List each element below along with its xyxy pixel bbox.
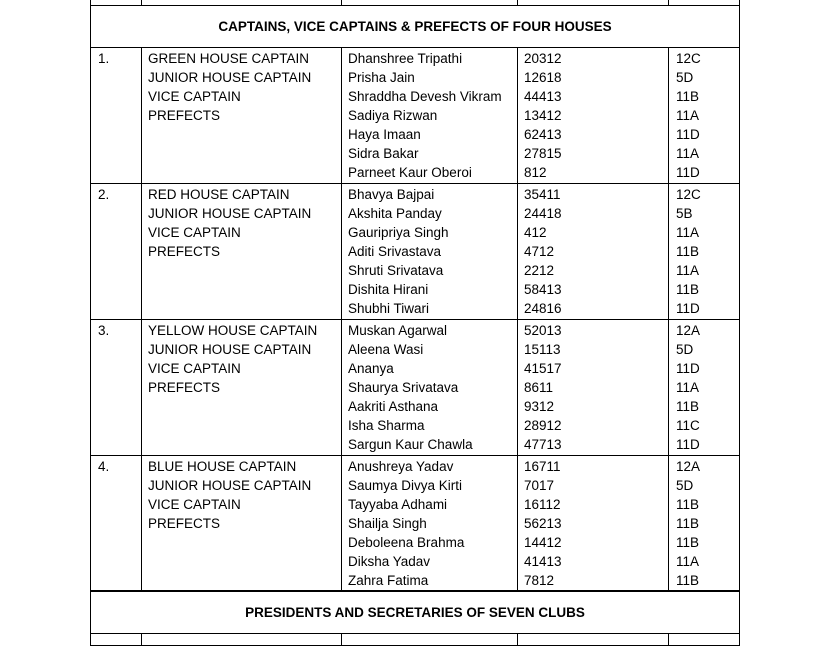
role-label: PREFECTS (148, 516, 221, 531)
class-section: 12C (676, 187, 701, 202)
house-roles-cell (142, 456, 342, 592)
class-section: 11D (676, 301, 700, 316)
admission-number: 41413 (524, 554, 562, 569)
role-label: JUNIOR HOUSE CAPTAIN (148, 478, 312, 493)
role-label: BLUE HOUSE CAPTAIN (148, 459, 297, 474)
admission-number: 20312 (524, 51, 562, 66)
class-section: 11A (676, 108, 700, 123)
student-name: Muskan Agarwal (348, 323, 448, 338)
admission-number: 47713 (524, 437, 562, 452)
role-label: VICE CAPTAIN (148, 225, 241, 240)
class-section: 5D (676, 342, 694, 357)
admission-number: 13412 (524, 108, 562, 123)
admission-number: 412 (524, 225, 547, 240)
house-number: 3. (98, 323, 110, 338)
student-name: Deboleena Brahma (348, 535, 465, 550)
house-names-cell (342, 320, 518, 456)
class-section: 11A (676, 225, 700, 240)
class-section: 11D (676, 127, 700, 142)
class-section: 12A (676, 323, 701, 338)
house-names-cell (342, 184, 518, 320)
admission-number: 35411 (524, 187, 561, 202)
role-label: JUNIOR HOUSE CAPTAIN (148, 342, 312, 357)
admission-number: 24816 (524, 301, 562, 316)
role-label: PREFECTS (148, 380, 221, 395)
class-section: 11B (676, 497, 700, 512)
class-section: 11B (676, 573, 700, 588)
admission-number: 14412 (524, 535, 562, 550)
admission-number: 7812 (524, 573, 555, 588)
house-roles-cell (142, 48, 342, 184)
class-section: 11B (676, 516, 700, 531)
section2-header-row (91, 591, 740, 634)
house-number: 2. (98, 187, 110, 202)
student-name: Isha Sharma (348, 418, 425, 433)
student-name: Dhanshree Tripathi (348, 51, 463, 66)
role-label: PREFECTS (148, 244, 221, 259)
role-label: VICE CAPTAIN (148, 497, 241, 512)
student-name: Zahra Fatima (348, 573, 429, 588)
house-ids-cell (518, 456, 669, 592)
student-name: Aakriti Asthana (348, 399, 439, 414)
admission-number: 7017 (524, 478, 555, 493)
house-number-cell (91, 48, 142, 184)
admission-number: 4712 (524, 244, 555, 259)
class-section: 11D (676, 165, 700, 180)
student-name: Shruti Srivatava (348, 263, 444, 278)
house-number-cell (91, 456, 142, 592)
admission-number: 27815 (524, 146, 562, 161)
admission-number: 2212 (524, 263, 555, 278)
student-name: Diksha Yadav (348, 554, 431, 569)
role-label: JUNIOR HOUSE CAPTAIN (148, 70, 312, 85)
class-section: 5D (676, 478, 694, 493)
student-name: Akshita Panday (348, 206, 442, 221)
class-section: 11A (676, 263, 700, 278)
house-ids-cell (518, 320, 669, 456)
student-name: Dishita Hirani (348, 282, 429, 297)
student-name: Shaurya Srivatava (348, 380, 459, 395)
class-section: 12C (676, 51, 701, 66)
class-section: 11B (676, 282, 700, 297)
role-label: GREEN HOUSE CAPTAIN (148, 51, 310, 66)
house-number: 1. (98, 51, 110, 66)
admission-number: 62413 (524, 127, 562, 142)
class-section: 11A (676, 146, 700, 161)
student-name: Haya Imaan (348, 127, 421, 142)
house-roles-cell (142, 320, 342, 456)
house-classes-cell (669, 184, 740, 320)
house-number-cell (91, 184, 142, 320)
class-section: 11B (676, 535, 700, 550)
admission-number: 41517 (524, 361, 562, 376)
admission-number: 16112 (524, 497, 561, 512)
admission-number: 12618 (524, 70, 562, 85)
class-section: 11D (676, 437, 700, 452)
admission-number: 8611 (524, 380, 554, 395)
house-classes-cell (669, 48, 740, 184)
admission-number: 812 (524, 165, 547, 180)
section-title: CAPTAINS, VICE CAPTAINS & PREFECTS OF FOUR HOUSES (91, 6, 740, 48)
house-classes-cell (669, 320, 740, 456)
role-label: RED HOUSE CAPTAIN (148, 187, 290, 202)
student-name: Shraddha Devesh Vikram (348, 89, 502, 104)
class-section: 11A (676, 554, 700, 569)
section2-title: PRESIDENTS AND SECRETARIES OF SEVEN CLUBS (91, 591, 740, 634)
student-name: Parneet Kaur Oberoi (348, 165, 472, 180)
class-section: 11B (676, 244, 700, 259)
role-label: PREFECTS (148, 108, 221, 123)
admission-number: 28912 (524, 418, 562, 433)
student-name: Tayyaba Adhami (348, 497, 448, 512)
class-section: 11B (676, 89, 700, 104)
house-number: 4. (98, 459, 110, 474)
class-section: 5D (676, 70, 694, 85)
clubs-table (90, 590, 740, 646)
class-section: 11D (676, 361, 700, 376)
house-row (91, 320, 740, 456)
house-row (91, 184, 740, 320)
admission-number: 56213 (524, 516, 562, 531)
student-name: Aleena Wasi (348, 342, 424, 357)
house-row (91, 48, 740, 184)
student-name: Saumya Divya Kirti (348, 478, 463, 493)
student-name: Shailja Singh (348, 516, 427, 531)
admission-number: 24418 (524, 206, 562, 221)
house-number-cell (91, 320, 142, 456)
student-name: Sidra Bakar (348, 146, 419, 161)
student-name: Prisha Jain (348, 70, 415, 85)
role-label: YELLOW HOUSE CAPTAIN (148, 323, 318, 338)
role-label: VICE CAPTAIN (148, 89, 241, 104)
house-names-cell (342, 48, 518, 184)
student-name: Shubhi Tiwari (348, 301, 430, 316)
student-name: Gauripriya Singh (348, 225, 449, 240)
class-section: 11A (676, 380, 700, 395)
house-names-cell (342, 456, 518, 592)
house-classes-cell (669, 456, 740, 592)
house-ids-cell (518, 184, 669, 320)
houses-table (90, 0, 740, 592)
student-name: Sadiya Rizwan (348, 108, 438, 123)
student-name: Ananya (348, 361, 394, 376)
admission-number: 15113 (524, 342, 561, 357)
student-name: Bhavya Bajpai (348, 187, 435, 202)
role-label: JUNIOR HOUSE CAPTAIN (148, 206, 312, 221)
class-section: 11C (676, 418, 700, 433)
section-header-row (91, 6, 740, 48)
role-label: VICE CAPTAIN (148, 361, 241, 376)
student-name: Aditi Srivastava (348, 244, 442, 259)
admission-number: 52013 (524, 323, 562, 338)
class-section: 5B (676, 206, 693, 221)
class-section: 12A (676, 459, 701, 474)
student-name: Sargun Kaur Chawla (348, 437, 473, 452)
admission-number: 9312 (524, 399, 555, 414)
admission-number: 58413 (524, 282, 562, 297)
admission-number: 16711 (524, 459, 561, 474)
house-roles-cell (142, 184, 342, 320)
admission-number: 44413 (524, 89, 562, 104)
house-ids-cell (518, 48, 669, 184)
house-row (91, 456, 740, 592)
class-section: 11B (676, 399, 700, 414)
student-name: Anushreya Yadav (348, 459, 454, 474)
